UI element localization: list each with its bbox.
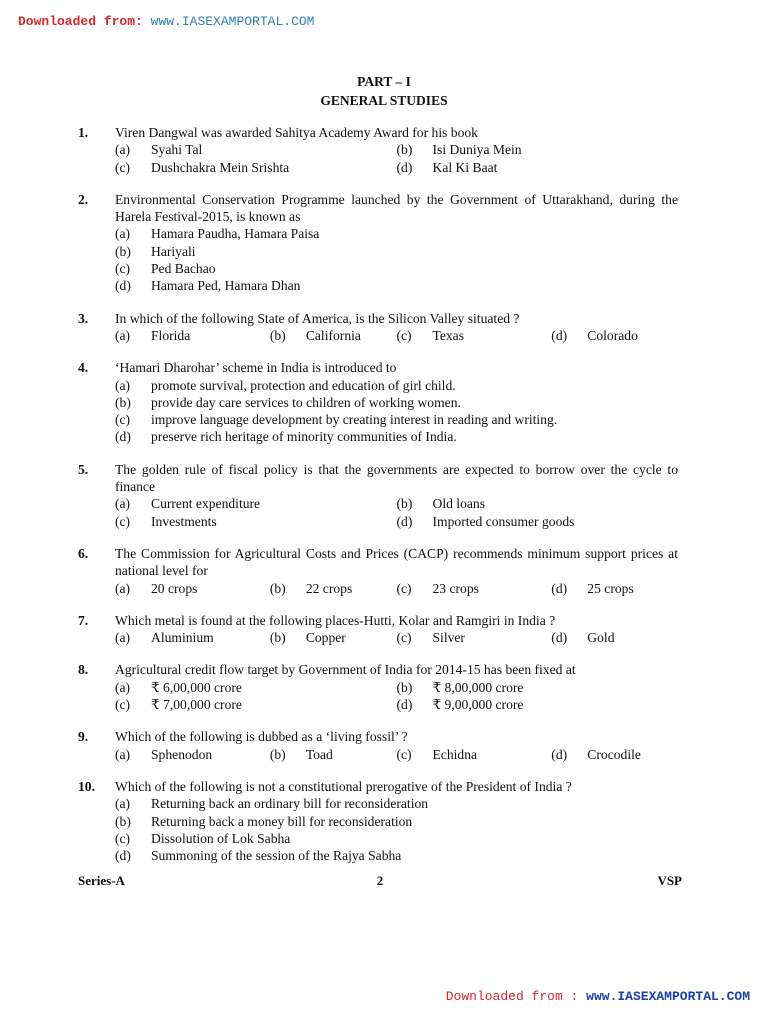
section-title: GENERAL STUDIES xyxy=(320,93,448,108)
option-label: (a) xyxy=(115,327,131,343)
option-text: Imported consumer goods xyxy=(432,513,575,529)
question-list xyxy=(78,124,678,879)
option-label: (d) xyxy=(396,697,413,713)
question-number: 2. xyxy=(78,191,89,207)
question-number: 6. xyxy=(78,545,89,561)
option-label: (a) xyxy=(115,796,131,812)
option-label: (c) xyxy=(115,412,131,428)
option-text: Isi Duniya Mein xyxy=(432,142,522,158)
option-label: (a) xyxy=(115,746,131,762)
option-text: Dushchakra Mein Srishta xyxy=(151,159,290,175)
option-d xyxy=(115,277,678,294)
option-c xyxy=(396,327,551,344)
question-number: 5. xyxy=(78,461,89,477)
option-text: Syahi Tal xyxy=(151,142,203,158)
question-number: 9. xyxy=(78,729,89,745)
option-label: (a) xyxy=(115,142,131,158)
option-text: ₹ 8,00,000 crore xyxy=(432,679,524,695)
option-label: (a) xyxy=(115,580,131,596)
option-label: (b) xyxy=(396,142,413,158)
option-label: (b) xyxy=(396,679,413,695)
option-label: (a) xyxy=(115,226,131,242)
watermark-link[interactable]: www.IASEXAMPORTAL.COM xyxy=(586,989,750,1004)
option-d xyxy=(551,327,678,344)
option-label: (c) xyxy=(396,630,412,646)
option-text: Crocodile xyxy=(587,746,641,762)
question-text: Viren Dangwal was awarded Sahitya Academy Award for his book xyxy=(115,125,478,140)
option-text: ₹ 9,00,000 crore xyxy=(432,697,524,713)
option-label: (c) xyxy=(115,261,131,277)
option-text: Toad xyxy=(305,746,333,762)
option-c xyxy=(115,260,678,277)
option-c xyxy=(115,159,397,176)
option-b xyxy=(397,141,679,158)
question-text: The Commission for Agricultural Costs and Prices (CACP) recommends minimum support prices at national level for xyxy=(115,545,678,579)
question-number: 1. xyxy=(78,125,89,140)
option-label: (a) xyxy=(115,377,131,393)
option-text: Copper xyxy=(305,630,346,646)
option-c xyxy=(396,629,551,646)
option-text: Echidna xyxy=(432,746,478,762)
watermark-link[interactable]: www.IASEXAMPORTAL.COM xyxy=(150,14,315,29)
option-d xyxy=(551,746,678,763)
question-text: Which of the following is dubbed as a ‘living fossil’ ? xyxy=(115,729,408,745)
option-text: Silver xyxy=(432,630,465,646)
question-4 xyxy=(78,359,678,445)
option-d xyxy=(397,513,679,530)
option-b xyxy=(115,243,678,260)
option-text: Texas xyxy=(432,327,464,343)
option-text: Old loans xyxy=(432,496,485,512)
option-a xyxy=(115,225,678,242)
option-c xyxy=(115,830,678,847)
question-number: 7. xyxy=(78,612,89,628)
option-label: (c) xyxy=(115,159,131,175)
option-text: Dissolution of Lok Sabha xyxy=(151,830,291,846)
option-label: (d) xyxy=(551,580,568,596)
question-7 xyxy=(78,612,678,647)
option-b xyxy=(397,495,679,512)
option-label: (d) xyxy=(551,746,568,762)
option-c xyxy=(396,746,551,763)
option-a xyxy=(115,377,678,394)
option-c xyxy=(396,580,551,597)
option-text: improve language development by creating interest in reading and writing. xyxy=(151,412,558,428)
option-b xyxy=(397,679,679,696)
option-b xyxy=(270,580,397,597)
option-text: Gold xyxy=(587,630,615,646)
option-text: Investments xyxy=(151,513,217,529)
option-text: preserve rich heritage of minority communities of India. xyxy=(151,429,457,445)
option-text: Hariyali xyxy=(151,243,196,259)
option-label: (d) xyxy=(115,429,131,445)
watermark-label: Downloaded from : xyxy=(445,989,579,1004)
option-d xyxy=(551,629,678,646)
option-label: (c) xyxy=(115,513,131,529)
option-b xyxy=(115,813,678,830)
option-label: (c) xyxy=(396,746,412,762)
question-text: ‘Hamari Dharohar’ scheme in India is introduced to xyxy=(115,360,397,376)
question-number: 10. xyxy=(78,778,95,794)
option-label: (d) xyxy=(551,327,568,343)
option-text: provide day care services to children of working women. xyxy=(151,394,461,410)
question-number: 8. xyxy=(78,662,89,678)
option-d xyxy=(115,847,678,864)
option-text: Kal Ki Baat xyxy=(432,159,498,175)
paper-code: VSP xyxy=(657,873,682,888)
option-a xyxy=(115,495,397,512)
question-5 xyxy=(78,461,678,530)
option-d xyxy=(551,580,678,597)
question-text: In which of the following State of America, is the Silicon Valley situated ? xyxy=(115,310,520,326)
question-text: Environmental Conservation Programme launched by the Government of Uttarakhand, during the Harela Festival-2015, is known as xyxy=(115,191,678,225)
option-label: (a) xyxy=(115,679,131,695)
part-title: PART – I xyxy=(357,74,411,89)
option-text: ₹ 6,00,000 crore xyxy=(151,679,242,695)
option-label: (d) xyxy=(115,848,131,864)
option-text: Sphenodon xyxy=(151,746,213,762)
option-text: Ped Bachao xyxy=(151,261,216,277)
question-9 xyxy=(78,728,678,763)
option-text: Returning back an ordinary bill for reconsideration xyxy=(151,796,429,812)
option-text: 20 crops xyxy=(151,580,198,596)
option-b xyxy=(270,746,397,763)
option-label: (b) xyxy=(115,243,131,259)
option-a xyxy=(115,746,270,763)
option-c xyxy=(115,411,678,428)
question-1 xyxy=(78,124,678,176)
option-label: (c) xyxy=(115,697,131,713)
option-a xyxy=(115,327,270,344)
option-label: (d) xyxy=(396,513,413,529)
watermark-label: Downloaded from: xyxy=(18,14,143,29)
option-label: (c) xyxy=(396,327,412,343)
option-d xyxy=(397,696,679,713)
option-label: (b) xyxy=(269,580,286,596)
option-label: (b) xyxy=(396,496,413,512)
option-text: ₹ 7,00,000 crore xyxy=(151,697,242,713)
question-text: Which of the following is not a constitutional prerogative of the President of India ? xyxy=(115,778,572,794)
series-label: Series-A xyxy=(78,873,125,888)
question-number: 4. xyxy=(78,360,89,376)
option-text: Hamara Paudha, Hamara Paisa xyxy=(151,226,320,242)
option-text: Aluminium xyxy=(151,630,214,646)
option-d xyxy=(397,159,679,176)
option-text: Returning back a money bill for reconsideration xyxy=(151,813,413,829)
option-label: (b) xyxy=(269,746,286,762)
option-text: promote survival, protection and education of girl child. xyxy=(151,377,456,393)
option-label: (b) xyxy=(115,394,131,410)
option-c xyxy=(115,513,397,530)
option-label: (d) xyxy=(396,159,413,175)
option-a xyxy=(115,580,270,597)
option-text: 22 crops xyxy=(305,580,353,596)
option-label: (c) xyxy=(396,580,412,596)
question-6 xyxy=(78,545,678,597)
option-text: 23 crops xyxy=(432,580,479,596)
option-text: Hamara Ped, Hamara Dhan xyxy=(151,278,301,294)
option-label: (a) xyxy=(115,496,131,512)
option-a xyxy=(115,795,678,812)
option-label: (b) xyxy=(269,327,286,343)
question-text: The golden rule of fiscal policy is that the governments are expected to borrow over the cycle to finance xyxy=(115,461,678,495)
option-b xyxy=(115,394,678,411)
option-label: (d) xyxy=(115,278,131,294)
question-text: Agricultural credit flow target by Government of India for 2014-15 has been fixed at xyxy=(115,662,576,678)
page-number: 2 xyxy=(376,873,384,888)
question-number: 3. xyxy=(78,310,89,326)
option-d xyxy=(115,428,678,445)
option-text: Summoning of the session of the Rajya Sabha xyxy=(151,848,402,864)
question-2 xyxy=(78,191,678,295)
option-a xyxy=(115,141,397,158)
top-watermark xyxy=(18,14,314,29)
option-b xyxy=(270,629,397,646)
question-10 xyxy=(78,778,678,864)
option-text: 25 crops xyxy=(587,580,634,596)
option-label: (a) xyxy=(115,630,131,646)
option-label: (b) xyxy=(269,630,286,646)
option-text: Florida xyxy=(151,327,191,343)
option-label: (b) xyxy=(115,813,131,829)
option-text: Current expenditure xyxy=(151,496,261,512)
option-b xyxy=(270,327,397,344)
option-text: Colorado xyxy=(587,327,638,343)
option-label: (c) xyxy=(115,830,131,846)
question-text: Which metal is found at the following places-Hutti, Kolar and Ramgiri in India ? xyxy=(115,612,556,628)
option-c xyxy=(115,696,397,713)
option-a xyxy=(115,629,270,646)
question-8 xyxy=(78,661,678,713)
option-label: (d) xyxy=(551,630,568,646)
question-3 xyxy=(78,310,678,345)
option-text: California xyxy=(305,327,361,343)
option-a xyxy=(115,679,397,696)
bottom-watermark xyxy=(446,989,750,1004)
